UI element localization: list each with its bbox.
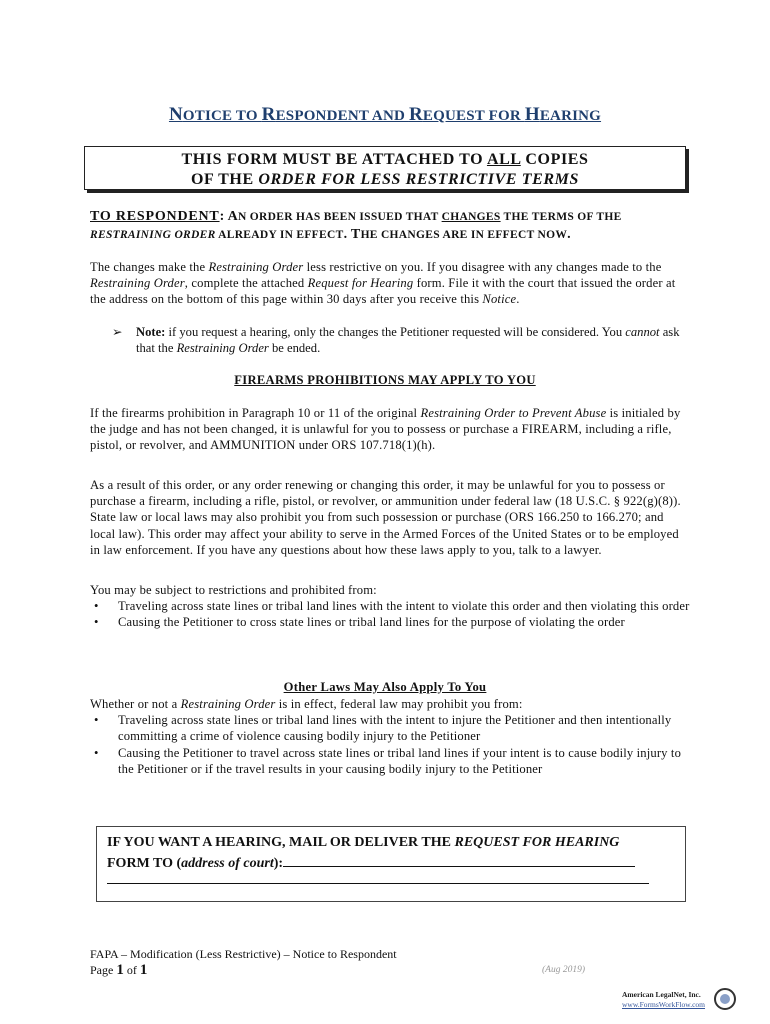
hearing-line-1 <box>107 833 675 852</box>
note-t2: ask that the <box>136 325 680 356</box>
other-laws-t1: Whether or not a <box>90 697 181 711</box>
intro-i4: Notice <box>482 292 517 307</box>
intro-i2: Restraining Order <box>90 276 185 291</box>
note-i1: cannot <box>625 325 660 339</box>
other-laws-list <box>90 712 690 777</box>
respondent-text3: ALREADY IN EFFECT <box>215 229 344 241</box>
title-cap-4: H <box>524 104 540 125</box>
title-rest-4: EARING <box>539 108 602 124</box>
attach-line2-italic: ORDER FOR LESS RESTRICTIVE TERMS <box>258 171 579 188</box>
restrictions-list <box>90 598 690 630</box>
hearing-note <box>112 324 692 356</box>
intro-paragraph <box>90 259 690 308</box>
intro-t1: The changes make the <box>90 260 209 274</box>
title-rest-1: OTICE TO <box>182 108 262 124</box>
intro-i1: Restraining Order <box>208 260 304 274</box>
note-i2: Restraining Order <box>176 341 269 356</box>
attach-line1-all: ALL <box>486 151 521 168</box>
firearms-paragraph-2: As a result of this order, or any order renewing or changing this order, it may be unlawful for you to possess or purchase a firearm, including a rifle, pistol, or revolver, or ammunition under federal law (18 U.S.C. § 922(g)(8)). State law or local laws may also prohibit you from such possession or purchase (ORS 166.250 to 166.270; and local law). This order may affect your ability to serve in the Armed Forces of the United States or to be employed in law enforcement. If you have any questions about how these laws apply to you, talk to a lawyer. <box>90 478 681 557</box>
footer-form-name: FAPA – Modification (Less Restrictive) – Notice to Respondent <box>90 947 397 961</box>
title-cap-1: N <box>168 104 183 125</box>
other-laws-section <box>90 696 690 777</box>
respondent-dot2: . <box>567 227 571 242</box>
court-address-field-line-1[interactable] <box>283 852 635 867</box>
hearing-i2: address of court <box>181 856 274 871</box>
list-item: • Traveling across state lines or tribal land lines with the intent to injure the Petitioner and then intentionally committing a crime of violence causing bodily injury to the Petitioner <box>90 712 690 744</box>
list-item: • Traveling across state lines or tribal land lines with the intent to violate this order and then violating this order <box>90 598 690 614</box>
title-cap-3: R <box>408 104 423 125</box>
hearing-line-2 <box>107 852 675 873</box>
restrictions-intro: You may be subject to restrictions and prohibited from: <box>90 583 377 597</box>
intro-i3: Request for Hearing <box>307 276 414 291</box>
publisher-name: American LegalNet, Inc. <box>622 990 701 999</box>
publisher-logo <box>622 990 705 1010</box>
attach-line-2 <box>85 170 685 190</box>
other-laws-t2: is in effect, federal law may prohibit you from: <box>275 697 523 711</box>
list-item: • Causing the Petitioner to travel across state lines or tribal land lines if your intent is to cause bodily injury to the Petitioner or if the travel results in your causing bodily injury to the Petitioner <box>90 745 690 777</box>
note-t1: if you request a hearing, only the changes the Petitioner requested will be considered. You <box>165 325 626 339</box>
note-label: Note: <box>136 325 166 339</box>
attach-line-1 <box>85 150 685 170</box>
arrow-icon: ➢ <box>112 325 123 339</box>
attach-notice-box <box>84 146 686 190</box>
intro-t3: , complete the attached <box>184 276 308 291</box>
court-address-field-line-2[interactable] <box>107 883 649 884</box>
firearms-heading: FIREARMS PROHIBITIONS MAY APPLY TO YOU <box>234 373 536 387</box>
title-rest-3: EQUEST FOR <box>422 108 525 124</box>
respondent-cap-a: A <box>227 209 238 224</box>
other-laws-heading: Other Laws May Also Apply To You <box>283 680 487 694</box>
document-title <box>0 104 770 126</box>
respondent-notice <box>90 208 690 244</box>
attach-line1-post: COPIES <box>520 151 589 168</box>
hearing-t2: FORM TO ( <box>107 856 182 871</box>
title-cap-2: R <box>261 104 276 125</box>
revision-date: (Aug 2019) <box>542 965 586 975</box>
respondent-lead: TO RESPONDENT <box>90 209 220 224</box>
list-item: • Causing the Petitioner to cross state lines or tribal land lines for the purpose of violating the order <box>90 614 690 630</box>
title-rest-2: ESPONDENT AND <box>275 108 409 124</box>
respondent-text2: THE TERMS OF THE <box>500 211 622 223</box>
firearms-p1-t2: is initialed by the judge and has not been changed, it is unlawful for you to possess or purchase a FIREARM, including a rifle, pistol, or revolver, and AMMUNITION under ORS 107.718(1)(h). <box>90 406 681 453</box>
attach-line2-pre: OF THE <box>191 171 259 188</box>
page-of: of <box>123 963 140 977</box>
respondent-cap-t: T <box>350 227 361 242</box>
intro-t2: less restrictive on you. If you disagree with any changes made to the <box>303 260 662 274</box>
hearing-address-box <box>96 826 686 902</box>
page-label: Page <box>90 963 117 977</box>
other-laws-intro <box>90 696 690 712</box>
globe-icon <box>714 988 736 1010</box>
attach-line1-pre: THIS FORM MUST BE ATTACHED TO <box>181 151 487 168</box>
firearms-p1-i1: Restraining Order to Prevent Abuse <box>420 406 607 420</box>
note-t3: be ended. <box>268 341 321 356</box>
restrictions-section <box>90 582 690 631</box>
page-number <box>90 962 147 979</box>
hearing-i1: REQUEST FOR HEARING <box>454 835 620 850</box>
intro-t4: form. File it with the court that issued the order at the address on the bottom of this page within 30 days after you receive this <box>90 276 676 307</box>
publisher-link[interactable]: www.FormsWorkFlow.com <box>622 1000 706 1009</box>
hearing-t3: ): <box>273 856 284 871</box>
respondent-text4: HE CHANGES ARE IN EFFECT NOW <box>360 229 568 241</box>
intro-t5: . <box>516 292 520 307</box>
respondent-italic: RESTRAINING ORDER <box>90 229 216 241</box>
other-laws-i1: Restraining Order <box>180 697 276 711</box>
firearms-p1-t1: If the firearms prohibition in Paragraph 10 or 11 of the original <box>90 406 421 420</box>
respondent-changes: CHANGES <box>441 211 501 223</box>
page-num: 1 <box>116 962 124 978</box>
hearing-t1: IF YOU WANT A HEARING, MAIL OR DELIVER THE <box>107 835 455 850</box>
respondent-text1: N ORDER HAS BEEN ISSUED THAT <box>237 211 442 223</box>
page-total: 1 <box>139 962 148 978</box>
respondent-colon: : <box>219 209 228 224</box>
firearms-paragraph-1 <box>90 405 690 454</box>
respondent-dot: . <box>343 227 351 242</box>
